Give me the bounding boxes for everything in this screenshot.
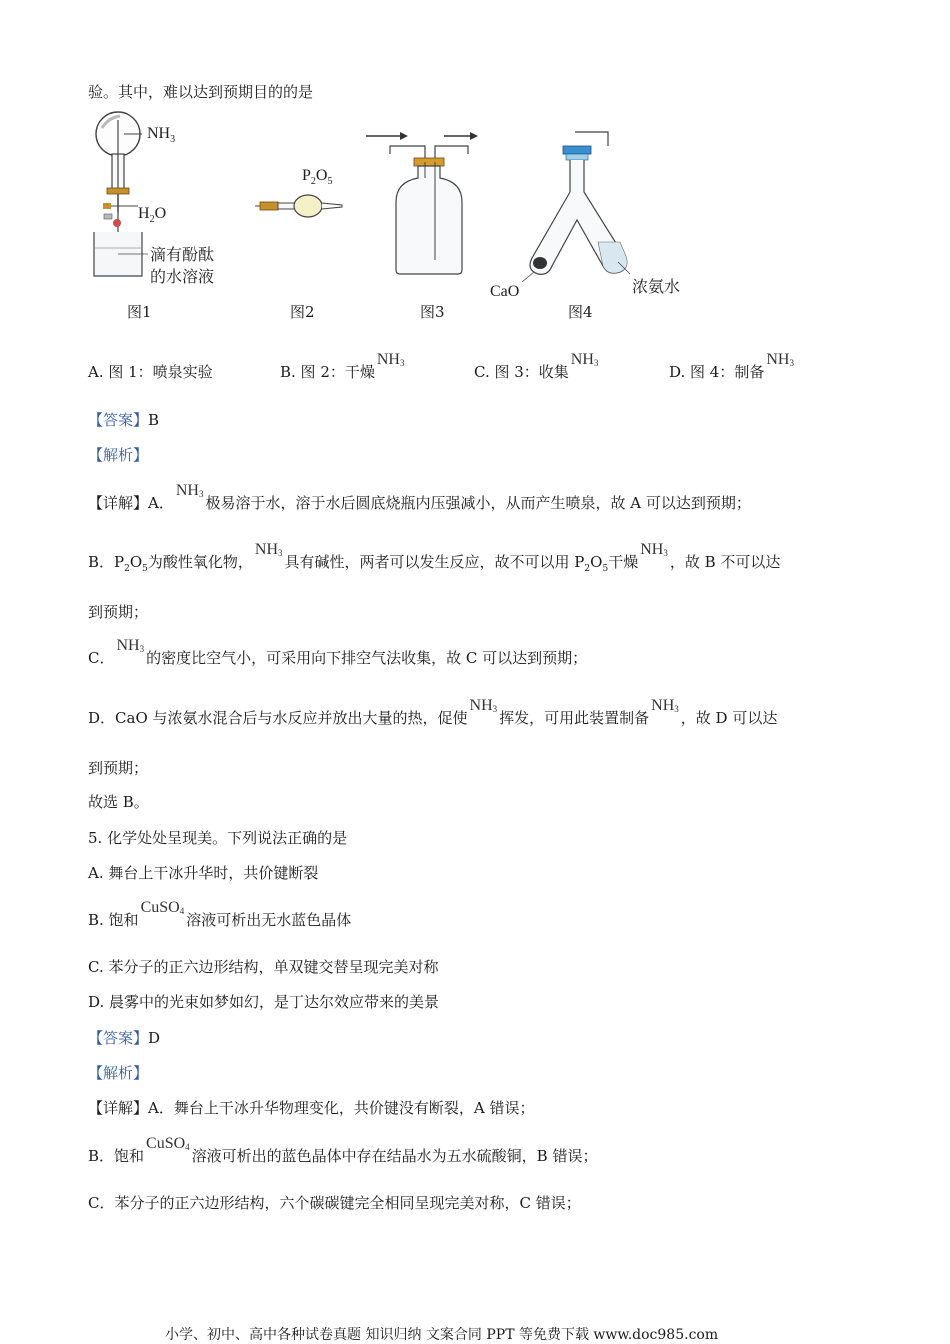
q5-option-b: B. 饱和CuSO$_4$ 溶液可析出无水蓝色晶体 — [88, 899, 352, 929]
fig4-ammonia-label: 浓氨水 — [632, 277, 681, 296]
q5-option-d: D. 晨雾中的光束如梦如幻，是丁达尔效应带来的美景 — [88, 993, 440, 1011]
apparatus-figures — [80, 110, 720, 300]
fig1-h2o-label: $H_2O$ — [138, 205, 167, 225]
fig2-drying-tube — [255, 195, 342, 217]
q5-detail-a: 【详解】A．舞台上干冰升华物理变化，共价键没有断裂，A 错误； — [88, 1099, 535, 1117]
answer-1: 【答案】B — [88, 411, 160, 429]
options-row — [88, 351, 848, 384]
q4-detail-b-cont: 到预期； — [88, 603, 149, 621]
fig1-nh3-label: $NH_3$ — [147, 125, 176, 145]
fig4-caption: 图4 — [568, 303, 593, 321]
fig4-y-tube — [522, 132, 630, 282]
q4-detail-b: B．$P_2O_5$为酸性氧化物，$NH_3$ 具有碱性，两者可以发生反应，故不可以用 $P_2O_5$干燥$NH_3$ ，故 B 不可以达 — [88, 541, 781, 574]
q5-option-a: A. 舞台上干冰升华时，共价键断裂 — [88, 864, 319, 882]
fig2-caption: 图2 — [290, 303, 315, 321]
option-d: D. 图 4：制备$NH_3$ — [669, 351, 794, 381]
option-c: C. 图 3：收集$NH_3$ — [474, 351, 599, 381]
intro-text: 验。其中，难以达到预期目的的是 — [88, 83, 314, 101]
q4-detail-a: 【详解】A．$NH_3$ 极易溶于水，溶于水后圆底烧瓶内压强减小，从而产生喷泉，故 A 可以达到预期； — [88, 482, 751, 512]
q4-detail-d-cont: 到预期； — [88, 759, 149, 777]
option-b: B. 图 2：干燥$NH_3$ — [280, 351, 405, 381]
fig3-collection-bottle — [366, 132, 478, 274]
analysis-heading-2: 【解析】 — [88, 1064, 149, 1082]
option-a: A. 图 1：喷泉实验 — [88, 363, 213, 381]
fig3-caption: 图3 — [420, 303, 445, 321]
fig1-solution-label-line2: 的水溶液 — [150, 267, 215, 286]
q5-detail-c: C．苯分子的正六边形结构，六个碳碳键完全相同呈现完美对称，C 错误； — [88, 1194, 581, 1212]
page-footer: 小学、初中、高中各种试卷真题 知识归纳 文案合同 PPT 等免费下载 www.doc985.com — [165, 1327, 719, 1343]
q4-detail-d: D．CaO 与浓氨水混合后与水反应并放出大量的热，促使$NH_3$ 挥发，可用此装置制备$NH_3$ ，故 D 可以达 — [88, 697, 778, 727]
answer-2: 【答案】D — [88, 1029, 161, 1047]
q5-option-c: C. 苯分子的正六边形结构，单双键交替呈现完美对称 — [88, 958, 439, 976]
fig1-fountain-apparatus — [94, 112, 148, 276]
analysis-heading-1: 【解析】 — [88, 446, 149, 464]
fig2-p2o5-label: $P_2O_5$ — [302, 167, 333, 187]
q4-conclusion: 故选 B。 — [88, 793, 149, 811]
fig4-cao-label: CaO — [490, 283, 520, 300]
q5-stem: 5. 化学处处呈现美。下列说法正确的是 — [88, 829, 348, 847]
fig1-solution-label-line1: 滴有酚酞 — [150, 245, 215, 264]
q4-detail-c: C．$NH_3$ 的密度比空气小，可采用向下排空气法收集，故 C 可以达到预期； — [88, 637, 588, 667]
q5-detail-b: B．饱和CuSO$_4$ 溶液可析出的蓝色晶体中存在结晶水为五水硫酸铜，B 错误； — [88, 1135, 598, 1165]
fig1-caption: 图1 — [127, 303, 152, 321]
